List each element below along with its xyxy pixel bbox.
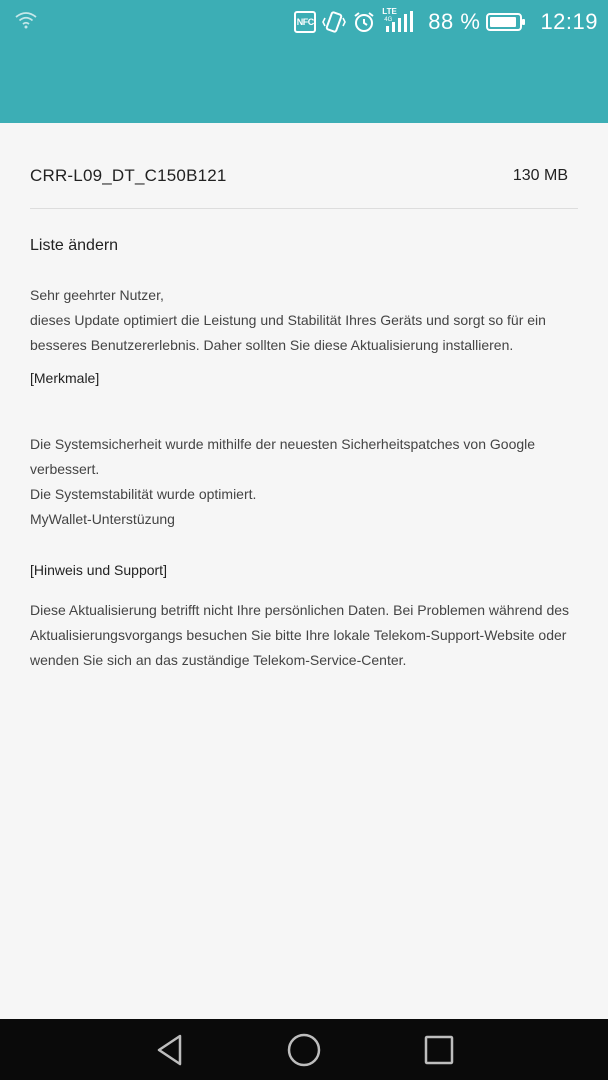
lte-signal-icon — [382, 9, 418, 35]
status-icons — [294, 6, 598, 38]
features-text — [30, 432, 578, 532]
intro-line: Sehr geehrter Nutzer, — [30, 287, 164, 303]
home-icon — [286, 1032, 322, 1068]
support-heading: [Hinweis und Support] — [30, 562, 167, 578]
back-icon — [154, 1033, 186, 1067]
nfc-icon: NFC — [294, 11, 316, 33]
wifi-icon — [14, 10, 38, 30]
clock: 12:19 — [540, 9, 598, 34]
feature-line: Die Systemstabilität wurde optimiert. — [30, 486, 257, 502]
alarm-icon — [352, 10, 376, 34]
recents-icon — [423, 1034, 455, 1066]
home-button[interactable] — [284, 1031, 324, 1069]
support-text: Diese Aktualisierung betrifft nicht Ihre persönlichen Daten. Bei Problemen während des Aktualisierungsvorgangs besuchen Sie bitte Ihre lokale Telekom-Support-Website oder wenden Sie sich an das zuständige Telekom-Service-Center. — [30, 602, 570, 668]
intro-line: dieses Update optimiert die Leistung und Stabilität Ihres Geräts und sorgt so für ein besseres Benutzererlebnis. Daher sollten Sie diese Aktualisierung installieren. — [30, 312, 546, 353]
app-bar — [0, 0, 608, 123]
vibrate-icon — [322, 10, 346, 34]
lte-sub-label: 4G — [384, 17, 393, 23]
recents-button[interactable] — [419, 1031, 459, 1069]
update-file-name: CRR-L09_DT_C150B121 — [30, 166, 227, 185]
changelog-title: Liste ändern — [30, 237, 119, 254]
battery-icon — [486, 10, 526, 34]
features-heading: [Merkmale] — [30, 370, 100, 386]
intro-text — [30, 283, 578, 358]
feature-line: Die Systemsicherheit wurde mithilfe der neuesten Sicherheitspatches von Google verbessert. — [30, 436, 536, 477]
status-bar — [0, 0, 608, 44]
feature-line: MyWallet-Unterstüzung — [30, 511, 175, 527]
update-file-size: 130 MB — [512, 167, 568, 184]
battery-percent: 88 % — [428, 9, 481, 34]
navigation-bar — [0, 1019, 608, 1080]
back-button[interactable] — [150, 1031, 190, 1069]
lte-label: LTE — [382, 7, 397, 16]
divider — [30, 208, 578, 209]
update-file-row — [30, 161, 578, 191]
